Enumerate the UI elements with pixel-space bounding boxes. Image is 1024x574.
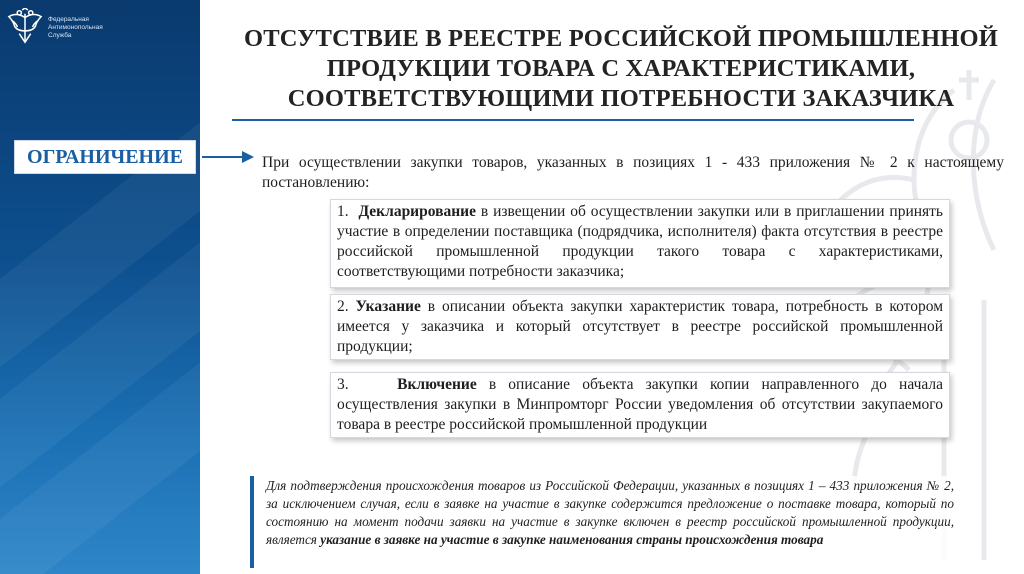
item-number: 3. <box>337 376 349 393</box>
item-keyword: Указание <box>355 298 421 315</box>
item-keyword: Декларирование <box>358 203 476 220</box>
restriction-item-inclusion <box>330 372 950 438</box>
page-title: ОТСУТСТВИЕ В РЕЕСТРЕ РОССИЙСКОЙ ПРОМЫШЛЕННОЙ ПРОДУКЦИИ ТОВАРА С ХАРАКТЕРИСТИКАМИ, СООТВЕТСТВУЮЩИМИ ПОТРЕБНОСТИ ЗАКАЗЧИКА <box>244 25 998 112</box>
item-number: 1. <box>337 203 349 220</box>
restriction-intro: При осуществлении закупки товаров, указанных в позициях 1 - 433 приложения № 2 к настоящему постановлению: <box>262 154 1004 191</box>
item-text: в описание объекта закупки копии направленного до начала осуществления закупки в Минпромторг России уведомления об отсутствии закупаемого товара в реестре российской промышленной продукции <box>337 376 943 433</box>
arrow-right-icon <box>202 150 254 164</box>
restriction-item-declaration <box>330 199 950 288</box>
restriction-item-indication <box>330 294 950 360</box>
title-underline <box>232 119 914 121</box>
note-emphasis: указание в заявке на участие в закупке наименования страны происхождения товара <box>320 532 824 547</box>
item-text: в извещении об осуществлении закупки или в приглашении принять участие в определении поставщика (подрядчика, исполнителя) факта отсутствия в реестре российской промышленной продукции такого товара с характеристиками, соответствующими потребности заказчика; <box>337 203 944 280</box>
logo-org-name: Федеральная Антимонопольная Служба <box>48 16 103 39</box>
item-number: 2. <box>337 298 349 315</box>
item-text: в описании объекта закупки характеристик товара, потребность в котором имеется у заказчика и который отсутствует в реестре российской промышленной продукции; <box>337 298 944 355</box>
note-text: Для подтверждения происхождения товаров из Российской Федерации, указанных в позициях 1 – 433 приложения № 2, за исключением случая, если в заявке на участие в закупке содержится предложение о поставке товара, который по состоянию на момент подачи заявки на участие в закупке включен в реестр российской промышленной продукции, является <box>266 478 954 547</box>
sidebar-panel <box>0 0 200 574</box>
origin-confirmation-note <box>250 476 954 568</box>
restriction-label: ОГРАНИЧЕНИЕ <box>14 140 196 174</box>
item-keyword: Включение <box>397 376 477 393</box>
double-headed-eagle-icon <box>6 8 44 48</box>
